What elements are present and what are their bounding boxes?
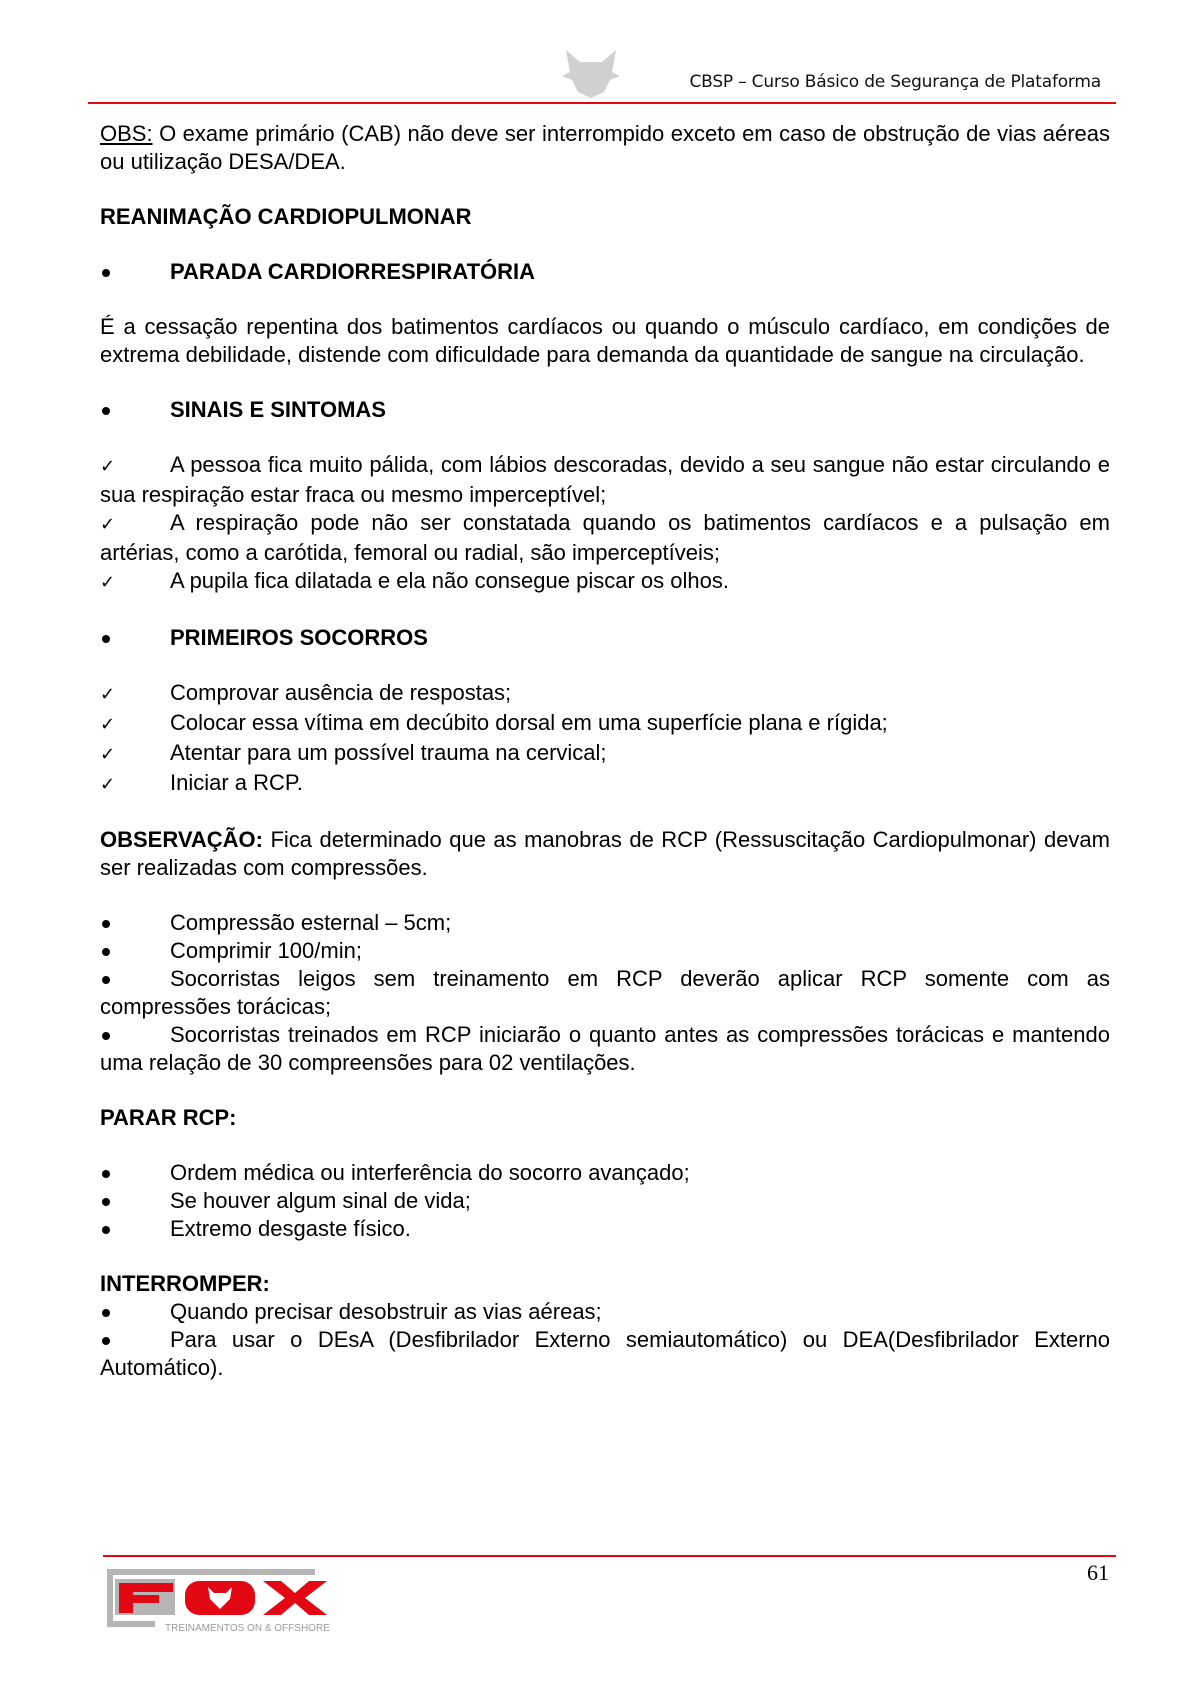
list-item-text: Socorristas leigos sem treinamento em RCP deverão aplicar RCP somente com as compressões torácicas; xyxy=(100,966,1110,1019)
bullet-icon xyxy=(102,976,110,984)
page-content xyxy=(100,120,1110,1382)
bullet-icon xyxy=(102,407,110,415)
list-item-text: Para usar o DEsA (Desfibrilador Externo semiautomático) ou DEA(Desfibrilador Externo Automático). xyxy=(100,1327,1110,1380)
list-item xyxy=(100,509,1110,567)
list-item-text: Ordem médica ou interferência do socorro avançado; xyxy=(170,1160,690,1185)
list-item-text: Colocar essa vítima em decúbito dorsal em uma superfície plana e rígida; xyxy=(170,710,888,735)
checkmark-icon: ✓ xyxy=(100,774,116,795)
list-item-text: Comprimir 100/min; xyxy=(170,938,362,963)
list-item xyxy=(100,965,1110,1021)
parada-text: É a cessação repentina dos batimentos cardíacos ou quando o músculo cardíaco, em condições de extrema debilidade, distende com dificuldade para demanda da quantidade de sangue na circulação. xyxy=(100,314,1110,367)
list-item xyxy=(100,909,1110,937)
fox-head-icon xyxy=(560,48,622,98)
primeiros-heading xyxy=(100,624,1110,652)
list-item-text: Compressão esternal – 5cm; xyxy=(170,910,452,935)
list-item-text: Comprovar ausência de respostas; xyxy=(170,680,512,705)
list-item xyxy=(100,451,1110,509)
bullet-icon xyxy=(102,1337,110,1345)
list-item xyxy=(100,567,1110,597)
list-item-text: Iniciar a RCP. xyxy=(170,770,303,795)
document-header-title: CBSP – Curso Básico de Segurança de Plataforma xyxy=(689,72,1101,92)
interromper-heading: INTERROMPER: xyxy=(100,1271,270,1296)
bullet-icon xyxy=(102,1170,110,1178)
bullet-icon xyxy=(102,1032,110,1040)
section-title: REANIMAÇÃO CARDIOPULMONAR xyxy=(100,204,472,229)
observacao-paragraph xyxy=(100,826,1110,882)
list-item xyxy=(100,1021,1110,1077)
obs-label: OBS: xyxy=(100,121,153,146)
sinais-heading-text: SINAIS E SINTOMAS xyxy=(170,397,386,422)
list-item-text: Quando precisar desobstruir as vias aéreas; xyxy=(170,1299,602,1324)
page-number: 61 xyxy=(1087,1560,1109,1585)
checkmark-icon: ✓ xyxy=(100,714,116,735)
list-item-text: Extremo desgaste físico. xyxy=(170,1216,411,1241)
obs-paragraph xyxy=(100,120,1110,176)
list-item xyxy=(100,709,1110,739)
bullet-icon xyxy=(102,1198,110,1206)
parada-heading xyxy=(100,258,1110,286)
list-item xyxy=(100,1215,1110,1243)
logo-tagline: TREINAMENTOS ON & OFFSHORE xyxy=(165,1623,330,1633)
checkmark-icon: ✓ xyxy=(100,684,116,705)
checkmark-icon: ✓ xyxy=(100,514,116,535)
list-item xyxy=(100,739,1110,769)
list-item-text: A pupila fica dilatada e ela não consegue piscar os olhos. xyxy=(170,568,729,593)
list-item xyxy=(100,937,1110,965)
observacao-label: OBSERVAÇÃO: xyxy=(100,827,263,852)
list-item-text: A respiração pode não ser constatada quando os batimentos cardíacos e a pulsação em artérias, como a carótida, femoral ou radial, são imperceptíveis; xyxy=(100,510,1110,565)
checkmark-icon: ✓ xyxy=(100,744,116,765)
bullet-icon xyxy=(102,269,110,277)
observacao-text: Fica determinado que as manobras de RCP (Ressuscitação Cardiopulmonar) devam ser realizadas com compressões. xyxy=(100,827,1110,880)
fox-logo xyxy=(105,1565,345,1633)
list-item xyxy=(100,679,1110,709)
list-item xyxy=(100,1326,1110,1382)
footer-divider xyxy=(103,1555,1116,1557)
sinais-heading xyxy=(100,396,1110,424)
bullet-icon xyxy=(102,920,110,928)
header-divider xyxy=(88,102,1116,104)
list-item-text: Atentar para um possível trauma na cervical; xyxy=(170,740,607,765)
primeiros-heading-text: PRIMEIROS SOCORROS xyxy=(170,625,428,650)
list-item xyxy=(100,769,1110,799)
parada-heading-text: PARADA CARDIORRESPIRATÓRIA xyxy=(170,259,536,284)
list-item-text: Socorristas treinados em RCP iniciarão o quanto antes as compressões torácicas e mantendo uma relação de 30 compreensões para 02 ventilações. xyxy=(100,1022,1110,1075)
checkmark-icon: ✓ xyxy=(100,456,116,477)
list-item-text: Se houver algum sinal de vida; xyxy=(170,1188,471,1213)
obs-text: O exame primário (CAB) não deve ser interrompido exceto em caso de obstrução de vias aéreas ou utilização DESA/DEA. xyxy=(100,121,1110,174)
list-item xyxy=(100,1159,1110,1187)
parar-heading: PARAR RCP: xyxy=(100,1105,237,1130)
checkmark-icon: ✓ xyxy=(100,572,116,593)
bullet-icon xyxy=(102,635,110,643)
bullet-icon xyxy=(102,1309,110,1317)
list-item xyxy=(100,1298,1110,1326)
bullet-icon xyxy=(102,948,110,956)
list-item-text: A pessoa fica muito pálida, com lábios descoradas, devido a seu sangue não estar circulando e sua respiração estar fraca ou mesmo imperceptível; xyxy=(100,452,1110,507)
bullet-icon xyxy=(102,1226,110,1234)
list-item xyxy=(100,1187,1110,1215)
